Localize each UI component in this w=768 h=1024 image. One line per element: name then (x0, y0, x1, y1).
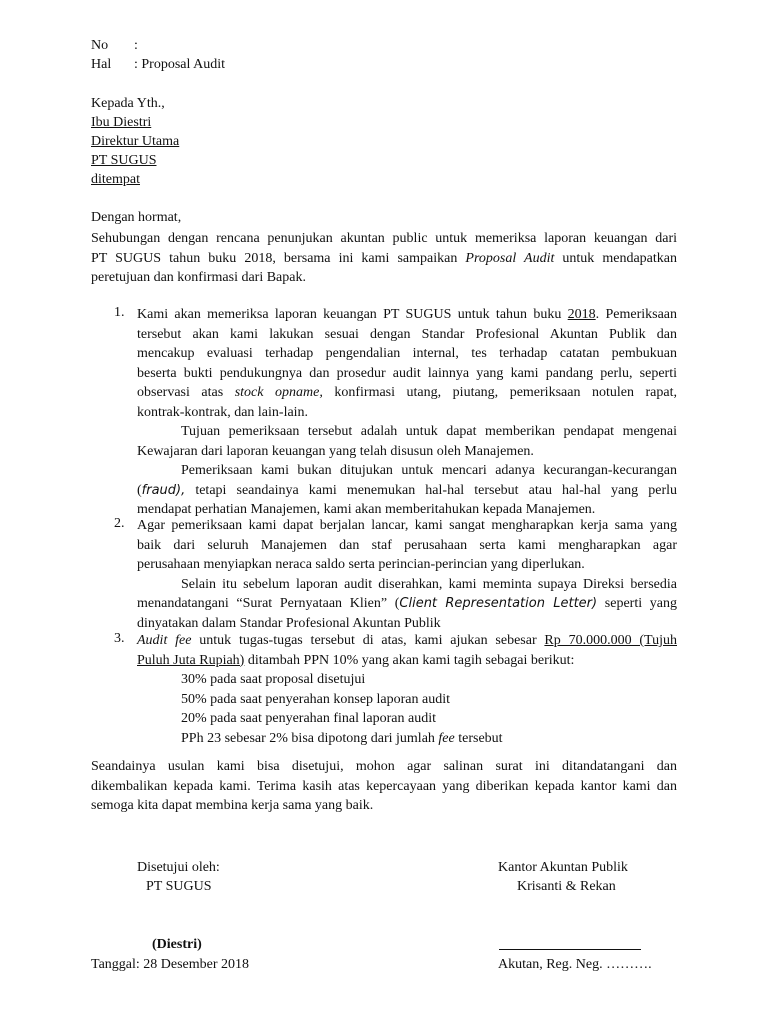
item-1-line-2: tersebut akan kami lakukan sesuai dengan Standar Profesional Akuntan Publik dan (137, 326, 677, 342)
item-1-line-1: Kami akan memeriksa laporan keuangan PT SUGUS untuk tahun buku 2018. Pemeriksaan (137, 307, 677, 322)
item-1-para3-line-3: mendapat perhatian Manajemen, kami akan memberitahukan kepada Manajemen. (137, 502, 596, 517)
item-1-number: 1. (114, 305, 125, 320)
approval-label: Disetujui oleh: (137, 860, 220, 875)
item-3-number: 3. (114, 631, 125, 646)
closing-line-3: semoga kita dapat membina kerja sama yang baik. (91, 798, 374, 813)
item-1-para3-line-1: Pemeriksaan kami bukan ditujukan untuk mencari adanya kecurangan-kecurangan (181, 463, 677, 478)
fee-term-2: 50% pada saat penyerahan konsep laporan audit (181, 691, 451, 707)
fee-term-pph: PPh 23 sebesar 2% bisa dipotong dari jumlah fee tersebut (181, 730, 503, 746)
signature-line (499, 949, 641, 950)
signing-date: Tanggal: 28 Desember 2018 (91, 957, 250, 972)
item-3-block (137, 631, 677, 748)
item-2-number: 2. (114, 516, 125, 531)
item-2-line-2: baik dari seluruh Manajemen dan staf perusahaan serta kami mengharapkan agar (137, 537, 677, 553)
recipient-company: PT SUGUS (91, 153, 157, 168)
item-2-line-3: perusahaan menyiapkan neraca saldo serta perincian-perincian yang diperlukan. (137, 557, 585, 572)
recipient-name: Ibu Diestri (91, 115, 152, 130)
item-1-line-6: kontrak-kontrak, dan lain-lain. (137, 404, 309, 420)
approval-company: PT SUGUS (146, 879, 212, 894)
closing-line-1: Seandainya usulan kami bisa disetujui, mohon agar salinan surat ini ditandatangani dan (91, 759, 677, 774)
opening-line-1: Sehubungan dengan rencana penunjukan akuntan public untuk memeriksa laporan keuangan dari (91, 231, 677, 246)
recipient-greeting: Kepada Yth., (91, 96, 165, 111)
registration-number: Akutan, Reg. Neg. ………. (498, 957, 652, 972)
fee-term-3: 20% pada saat penyerahan final laporan audit (181, 711, 437, 726)
item-2-para2-line-1: Selain itu sebelum laporan audit diserahkan, kami meminta supaya Direksi bersedia (181, 576, 677, 592)
item-3-line-1: Audit fee untuk tugas-tugas tersebut di atas, kami ajukan sebesar Rp 70.000.000 (Tujuh (137, 633, 677, 648)
no-colon: : (134, 38, 138, 53)
firm-label: Kantor Akuntan Publik (498, 860, 628, 875)
opening-line-3: peretujuan dan konfirmasi dari Bapak. (91, 270, 306, 285)
item-1-line-5: observasi atas stock opname, konfirmasi utang, piutang, pemeriksaan notulen rapat, (137, 385, 677, 400)
firm-name: Krisanti & Rekan (517, 879, 616, 894)
recipient-place: ditempat (91, 172, 140, 187)
item-1-line-3: mencakup evaluasi terhadap pengendalian internal, tes terhadap catatan pembukuan (137, 346, 677, 361)
recipient-position: Direktur Utama (91, 134, 180, 149)
fee-term-1: 30% pada saat proposal disetujui (181, 672, 366, 687)
hal-label: Hal (91, 57, 112, 72)
item-1-line-4: beserta bukti pendukungnya dan prosedur audit lainnya yang kami pandang perlu, seperti (137, 365, 677, 381)
item-1-para2-line-2: Kewajaran dari laporan keuangan yang telah disusun oleh Manajemen. (137, 443, 534, 459)
no-label: No (91, 38, 109, 53)
opening-paragraph (91, 229, 677, 288)
item-3-line-2: Puluh Juta Rupiah) ditambah PPN 10% yang akan kami tagih sebagai berikut: (137, 652, 575, 668)
closing-paragraph (91, 757, 677, 816)
item-2-para2-line-2: menandatangani “Surat Pernyataan Klien” (Client Representation Letter) seperti yang (137, 596, 677, 611)
closing-line-2: dikembalikan kepada kami. Terima kasih atas kepercayaan yang diberikan kepada kantor kami dan (91, 778, 677, 794)
item-2-line-1: Agar pemeriksaan kami dapat berjalan lancar, kami sangat mengharapkan kerja sama yang (137, 518, 677, 533)
approval-signer-name: (Diestri) (152, 937, 202, 952)
item-2-para2-line-3: dinyatakan dalam Standar Profesional Akuntan Publik (137, 615, 441, 631)
hal-value: : Proposal Audit (134, 57, 226, 72)
item-1-para3-line-2: (fraud), tetapi seandainya kami menemukan hal-hal tersebut atau hal-hal yang perlu (137, 482, 677, 498)
item-2-block (137, 516, 677, 633)
opening-line-2: PT SUGUS tahun buku 2018, bersama ini kami sampaikan Proposal Audit untuk mendapatkan (91, 250, 677, 266)
salutation: Dengan hormat, (91, 210, 182, 225)
item-1-block (137, 305, 677, 520)
item-1-para2-line-1: Tujuan pemeriksaan tersebut adalah untuk dapat memberikan pendapat mengenai (181, 424, 677, 439)
